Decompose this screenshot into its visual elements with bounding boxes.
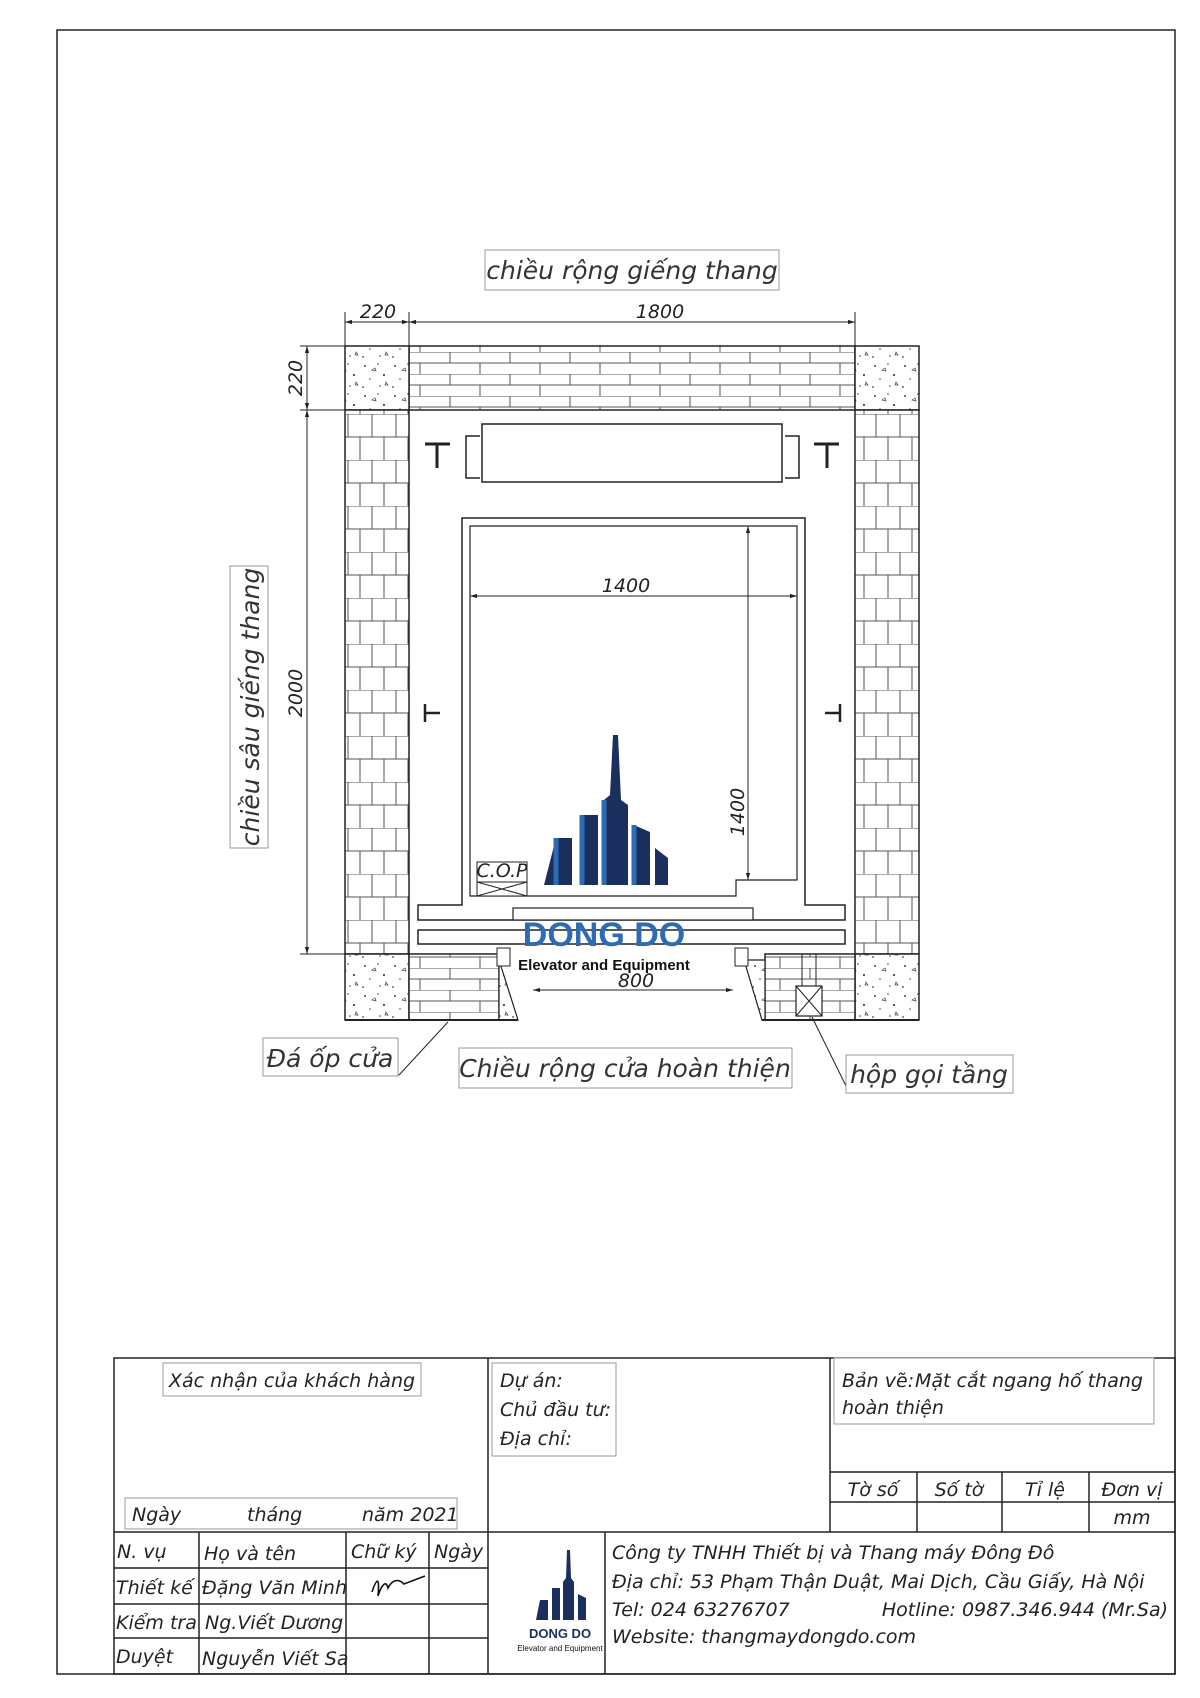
company-name: Công ty TNHH Thiết bị và Thang máy Đông Đô [612,1542,1055,1564]
row-name: Đặng Văn Minh [202,1577,347,1599]
company-logo-name: DONG DO [528,1626,592,1641]
top-left-column [345,346,409,410]
customer-confirm-label: Xác nhận của khách hàng [168,1370,416,1392]
counterweight [482,424,782,482]
unit-value: mm [1113,1507,1151,1529]
callout-call-box: hộp gọi tầng [850,1060,1008,1089]
company-address: Địa chỉ: 53 Phạm Thận Duật, Mai Dịch, Cầu Giấy, Hà Nội [612,1571,1145,1593]
signature-drawing [372,1576,425,1596]
company-logo-tagline: Elevator and Equipment [517,1644,603,1653]
watermark-name: DONG DO [522,916,686,954]
bottom-left-column [345,954,409,1020]
address-label: Địa chỉ: [500,1428,572,1450]
right-brick-wall [855,410,919,954]
rail-car-right [825,704,840,722]
rail-cw-left [425,444,450,468]
investor-label: Chủ đầu tư: [500,1399,612,1421]
dim-wall-top: 220 [359,301,397,323]
sheet-count-label: Số tờ [934,1479,984,1501]
door-stone-right [744,960,765,1020]
row-name: Nguyễn Viết Sa [202,1648,349,1670]
drawing-title-line2: hoàn thiện [842,1397,944,1419]
rail-car-left [425,704,440,722]
company-tel: Tel: 024 63276707 [612,1599,790,1621]
drawing-label: Bản vẽ: [842,1370,915,1392]
sheet-no-label: Tờ số [847,1479,899,1501]
dim-cabin-depth: 1400 [727,787,749,837]
row-role: Thiết kế [116,1577,193,1599]
header-role: N. vụ [117,1541,167,1563]
dim-door-width: 800 [617,970,655,992]
row-role: Kiểm tra [116,1612,197,1634]
company-website: Website: thangmaydongdo.com [612,1626,917,1648]
company-hotline: Hotline: 0987.346.944 (Mr.Sa) [881,1599,1168,1621]
header-name: Họ và tên [204,1543,297,1565]
shaft-width-label: chiều rộng giếng thang [486,256,778,285]
shaft-depth-label: chiều sâu giếng thang [236,567,265,847]
date-month-label: tháng [247,1504,303,1526]
bottom-right-column [855,954,919,1020]
dim-cabin-width: 1400 [601,575,651,597]
row-role: Duyệt [116,1646,174,1668]
dim-shaft-width: 1800 [635,301,685,323]
door-stone-left [499,960,518,1020]
unit-label: Đơn vị [1101,1479,1163,1501]
dim-shaft-depth: 2000 [285,668,307,718]
dim-wall-side: 220 [285,359,307,397]
date-day-label: Ngày [132,1504,182,1526]
bottom-left-brick [409,954,499,1020]
drawing-title-line1: Mặt cắt ngang hố thang [915,1370,1143,1392]
project-label: Dự án: [500,1370,563,1392]
header-signature: Chữ ký [351,1541,417,1563]
watermark-tagline: Elevator and Equipment [518,957,690,974]
company-logo [517,1550,603,1653]
cop-label: C.O.P [476,860,528,882]
scale-label: Tỉ lệ [1025,1479,1065,1501]
callout-door-clear-width: Chiều rộng cửa hoàn thiện [459,1054,791,1083]
rail-cw-right [814,444,839,468]
date-year-label: năm 2021 [362,1504,459,1526]
top-right-column [855,346,919,410]
top-brick-wall [409,346,855,410]
callout-door-stone: Đá ốp cửa [266,1044,394,1073]
left-brick-wall [345,410,409,954]
header-date: Ngày [434,1541,484,1563]
row-name: Ng.Viết Dương [205,1612,344,1634]
